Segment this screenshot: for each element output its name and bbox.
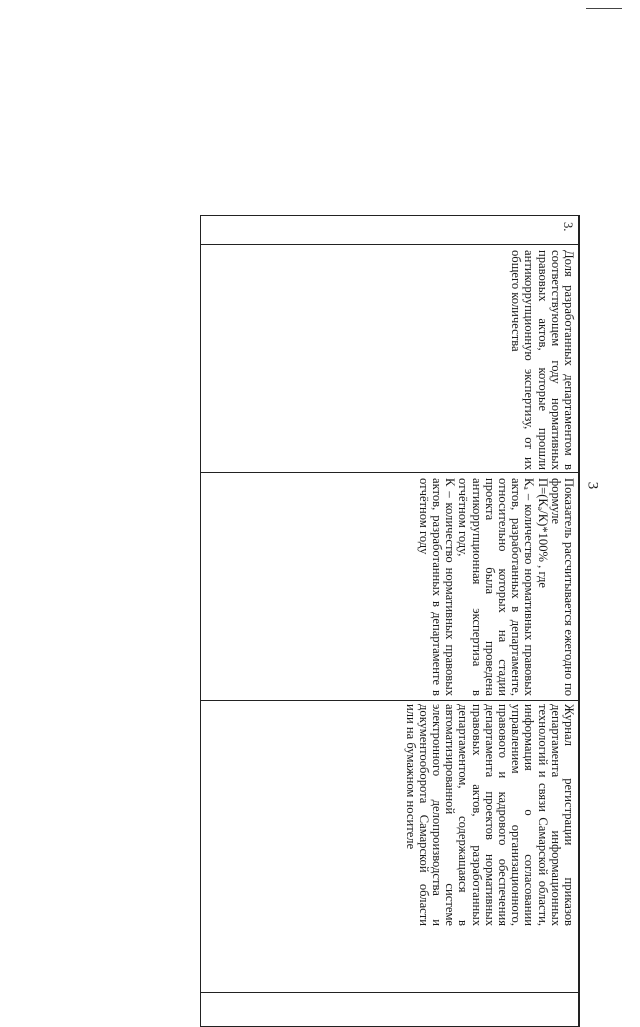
ka-definition: Кₐ – количество нормативных правовых актов, разработанных в департаменте, относительно которых на стадии проекта была проведена антикоррупционная экспертиза в отчётном году, <box>456 478 537 696</box>
row-number: 3. <box>561 222 575 232</box>
source-cell <box>403 704 575 926</box>
indicator-cell <box>509 250 575 470</box>
col-divider-method <box>201 700 579 701</box>
col-divider-number <box>201 244 579 245</box>
k-definition: К – количество нормативных правовых актов, разработанных в департаменте в отчётном году <box>416 478 458 696</box>
header-rule <box>586 8 622 9</box>
page-number: 3 <box>584 481 601 490</box>
method-cell <box>417 478 575 696</box>
indicator-text: Доля разработанных департаментом в соответствующем году нормативных правовых актов, которые прошли антикоррупционную экспертизу, от их общего количества <box>509 250 576 470</box>
col-divider-indicator <box>201 472 579 473</box>
table-top-border <box>578 216 579 1026</box>
formula-intro: Показатель рассчитывается ежегодно по формуле <box>548 478 576 696</box>
indicator-table <box>200 215 580 1027</box>
formula: П=(Кₐ/К)*100% , где <box>535 478 550 588</box>
col-divider-empty <box>201 992 579 993</box>
rotated-table-wrapper <box>200 215 580 1027</box>
source-text: Журнал регистрации приказов департамента информационных технологий и связи Самарской области, информация о согласовании управлением организационного, правового и кадрового обеспечения департамента проектов нормативных правовых актов, разработанных департаментом, содержащаяся в автоматизированной системе электронного делопроизводства и документооборота Самарской области или на бумажном носителе <box>403 704 576 926</box>
